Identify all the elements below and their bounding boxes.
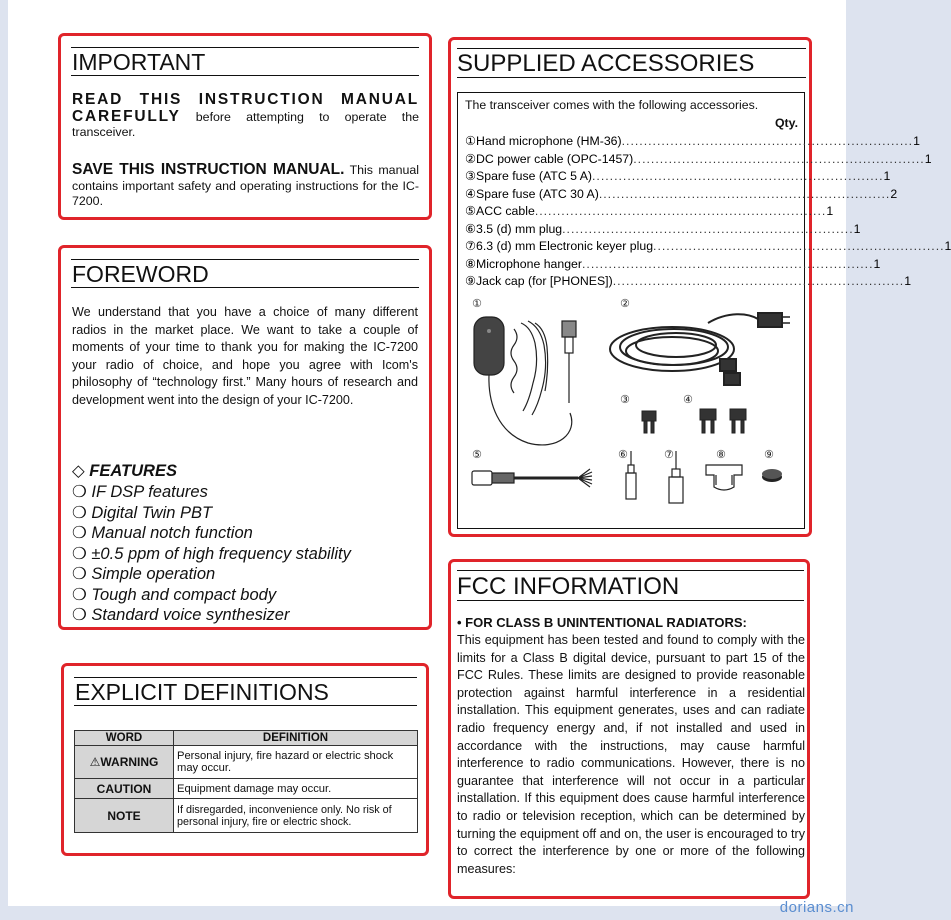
warning-definition: Personal injury, fire hazard or electric shock may occur. [174, 746, 418, 779]
accessories-title: SUPPLIED ACCESSORIES [457, 50, 755, 77]
definitions-table [74, 730, 418, 833]
foreword-section [58, 245, 432, 630]
accessories-illustration [458, 293, 803, 523]
feature-item: ❍ IF DSP features [72, 483, 208, 501]
important-read-paragraph: READ THIS INSTRUCTION MANUAL CAREFULLY before attempting to operate the transceiver. [72, 91, 419, 139]
caution-definition: Equipment damage may occur. [174, 779, 418, 799]
plug-icon [626, 451, 636, 499]
feature-item: ❍ Standard voice synthesizer [72, 606, 290, 624]
table-row [75, 779, 418, 799]
accessories-section [448, 37, 951, 537]
note-word: NOTE [75, 799, 174, 833]
fcc-section [448, 559, 810, 899]
features-heading: ◇ FEATURES [72, 462, 177, 480]
qty-label: Qty. [774, 116, 798, 130]
note-definition: If disregarded, inconvenience only. No risk of personal injury, fire or electric shock. [174, 799, 418, 833]
feature-item: ❍ Manual notch function [72, 524, 253, 542]
fcc-subheading: • FOR CLASS B UNINTENTIONAL RADIATORS: [457, 615, 747, 630]
warning-word: ⚠WARNING [75, 746, 174, 779]
foreword-body: We understand that you have a choice of many different radios in the market place. We want to take a couple of moments of your time to thank you for making the IC-7200 your radio of choice, and hope you agree with Icom's philosophy of “technology first.” Many hours of research and development went into the design of your IC-7200. [72, 305, 418, 407]
fcc-title: FCC INFORMATION [457, 573, 680, 600]
watermark: dorians.cn [779, 899, 854, 916]
list-item: ④ Spare fuse (ATC 30 A) .................................................................. 2 [465, 186, 898, 201]
list-item: ⑥ 3.5 (d) mm plug .................................................................. 1 [465, 221, 861, 236]
important-save-bold: SAVE THIS INSTRUCTION MANUAL. [72, 161, 345, 178]
feature-item: ❍ ±0.5 ppm of high frequency stability [72, 544, 351, 563]
list-item: ⑧ Microphone hanger .................................................................. 1 [465, 256, 881, 271]
fuse-icon [642, 409, 746, 433]
list-item: ③ Spare fuse (ATC 5 A) .................................................................. 1 [465, 169, 891, 183]
caution-word: CAUTION [75, 779, 174, 799]
acc-cable-icon [472, 469, 592, 487]
list-item: ⑦ 6.3 (d) mm Electronic keyer plug .................................................................. 1 [465, 239, 951, 253]
accessory-list [465, 133, 951, 293]
col-word: WORD [75, 731, 174, 746]
accessories-intro: The transceiver comes with the following accessories. [465, 98, 759, 112]
feature-item: ❍ Tough and compact body [72, 585, 277, 604]
accessories-inner-box: The transceiver comes with the following accessories. Qty. ① Hand microphone (HM-36) .................................................................. 1 ② DC power cable (OPC-1457) .................................................................. 1 ③ Spare fuse (ATC 5 A) .................................................................. 1 ④ Spare fuse (ATC 30 A) .................................................................. 2 ⑤ ACC cable .................................................................. 1 ⑥ 3.5 (d) mm plug .................................................................. 1 ⑦ 6.3 (d) mm Electronic keyer plug .................................................................. 1 ⑧ Microphone hanger .................................................................. 1 ⑨ Jack cap (for [PHONES]) .................................................................. 1 ① ② ③ ④ ⑤ ⑥ ⑦ ⑧ ⑨ [457, 92, 805, 529]
definitions-section [61, 663, 429, 856]
microphone-hanger-icon [706, 465, 742, 490]
fcc-body: This equipment has been tested and found to comply with the limits for a Class B digital device, pursuant to part 15 of the FCC Rules. These limits are designed to provide reasonable protection against harmful interference in a residential installation. This equipment generates, uses and can radiate radio frequency energy and, if not installed and used in accordance with the instructions, may cause harmful interference to radio communications. However, there is no guarantee that interference will not occur in a particular installation. If this equipment does cause harmful interference to radio or television reception, which can be determined by turning the equipment off and on, the user is encouraged to try to correct the interference by one or more of the following measures: [457, 633, 805, 876]
keyer-plug-icon [669, 451, 683, 503]
feature-item: ❍ Digital Twin PBT [72, 503, 213, 522]
table-header-row [75, 731, 418, 746]
foreword-title: FOREWORD [72, 261, 209, 287]
list-item: ① Hand microphone (HM-36) .................................................................. 1 [465, 134, 920, 148]
list-item: ⑤ ACC cable .................................................................. 1 [465, 204, 834, 218]
table-row [75, 746, 418, 779]
power-cable-icon [610, 313, 790, 385]
feature-item: ❍ Simple operation [72, 565, 216, 583]
col-definition: DEFINITION [174, 731, 418, 746]
table-row [75, 799, 418, 833]
important-section [58, 33, 432, 220]
list-item: ② DC power cable (OPC-1457) .................................................................. 1 [465, 151, 932, 166]
important-save-paragraph: SAVE THIS INSTRUCTION MANUAL. This manual contains important safety and operating instructions for the IC-7200. [72, 161, 419, 208]
list-item: ⑨ Jack cap (for [PHONES]) .................................................................. 1 [465, 274, 912, 288]
important-read-bold: READ THIS INSTRUCTION MANUAL CAREFULLY [72, 91, 419, 125]
definitions-title: EXPLICIT DEFINITIONS [75, 679, 329, 705]
important-title: IMPORTANT [72, 49, 206, 75]
hand-microphone-icon [474, 317, 576, 445]
jack-cap-icon [762, 469, 782, 482]
